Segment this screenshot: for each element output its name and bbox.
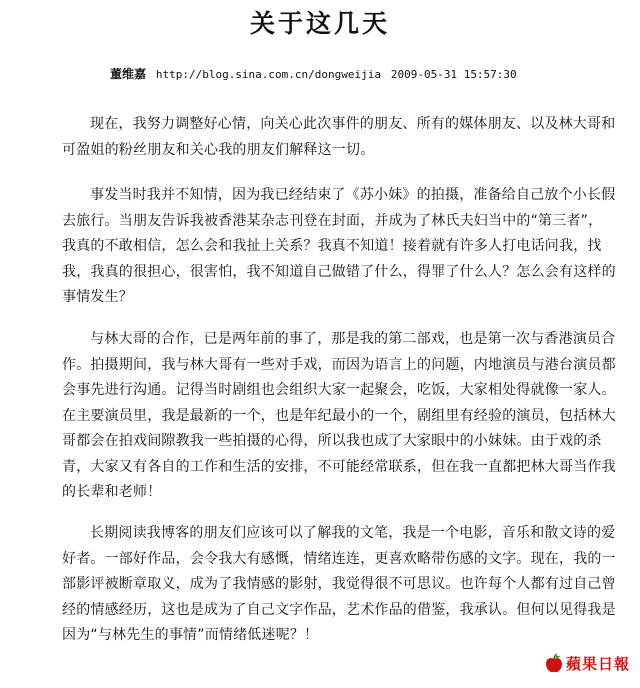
post-timestamp: 2009-05-31 15:57:30 — [390, 68, 517, 81]
paragraph-2: 事发当时我并不知情，因为我已经结束了《苏小妹》的拍摄，准备给自己放个小长假去旅行。当朋友告诉我被香港某杂志刊登在封面，并成为了林氏夫妇当中的“第三者”，我真的不敢相信，怎么会和我扯上关系？我真不知道！接着就有许多人打电话问我，找我，我真的很担心，很害怕，我不知道自己做错了什么，得罪了什么人？怎么会有这样的事情发生？ — [62, 187, 616, 305]
paragraph-4: 长期阅读我博客的朋友们应该可以了解我的文笔，我是一个电影，音乐和散文诗的爱好者。一部好作品，会令我大有感慨，情绪连连，更喜欢略带伤感的文字。现在，我的一部影评被断章取义，成为了我情感的影射，我觉得很不可思议。也许每个人都有过自己曾经的情感经历，这也是成为了自己文字作品，艺术作品的借鉴，我承认。但何以见得我是因为“与林先生的事情”而情绪低迷呢？！ — [62, 525, 616, 643]
blog-url: http://blog.sina.com.cn/dongweijia — [155, 68, 382, 81]
article-title: 关于这几天 — [249, 9, 390, 38]
author-name: 董维嘉 — [110, 67, 147, 81]
watermark-text: 蘋果日報 — [565, 655, 630, 673]
article-byline — [110, 64, 630, 85]
paragraph-1: 现在，我努力调整好心情，向关心此次事件的朋友、所有的媒体朋友、以及林大哥和可盈姐的粉丝朋友和关心我的朋友们解释这一切。 — [62, 116, 616, 158]
apple-icon — [545, 654, 563, 674]
paragraph-3: 与林大哥的合作，已是两年前的事了，那是我的第二部戏，也是第一次与香港演员合作。拍摄期间，我与林大哥有一些对手戏，而因为语言上的问题，内地演员与港台演员都会事先进行沟通。记得当时剧组也会组织大家一起聚会，吃饭，大家相处得就像一家人。在主要演员里，我是最新的一个，也是年纪最小的一个，剧组里有经验的演员，包括林大哥都会在拍戏间隙教我一些拍摄的心得，所以我也成了大家眼中的小妹妹。由于戏的杀青，大家又有各自的工作和生活的安排，不可能经常联系，但在我一直都把林大哥当作我的长辈和老师！ — [62, 331, 616, 500]
apple-daily-watermark — [545, 653, 630, 674]
